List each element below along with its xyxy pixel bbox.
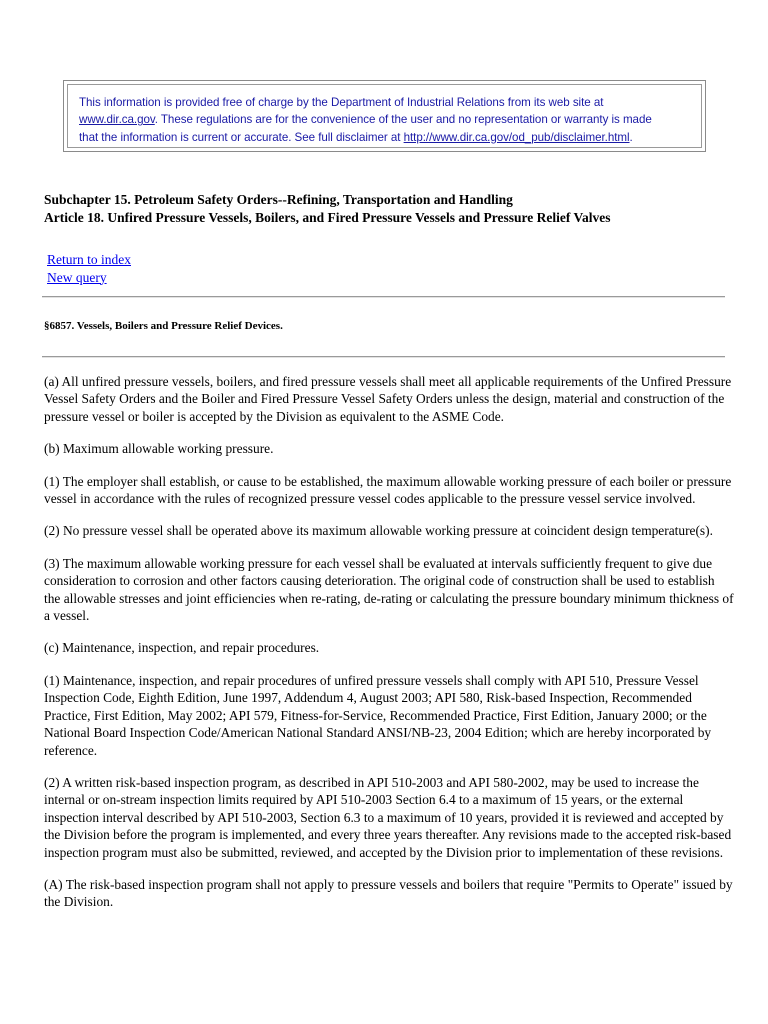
paragraph-c2: (2) A written risk-based inspection program, as described in API 510-2003 and API 580-2002, may be used to increase the internal or on-stream inspection limits required by API 510-2003 Section 6.4 to a maximum of 15 years, or the external inspection interval described by API 510-2003, Section 6.3 to a maximum of 10 years, provided it is reviewed and accepted by the Division before the program is implemented, and every three years thereafter. Any revisions made to the accepted risk-based inspection program must also be submitted, reviewed, and accepted by the Division prior to implementation of these revisions.	[44, 774, 732, 860]
paragraph-b2: (2) No pressure vessel shall be operated above its maximum allowable working pressure at coincident design temperature(s).	[44, 523, 713, 539]
divider-bottom	[42, 356, 725, 358]
disclaimer-line2: . These regulations are for the convenience of the user and no representation or warranty is made	[154, 113, 652, 127]
regulation-body	[44, 373, 734, 926]
paragraph-b3: (3) The maximum allowable working pressure for each vessel shall be evaluated at intervals sufficiently frequent to give due consideration to corrosion and other factors causing deterioration. The original code of construction shall be used to establish the allowable stresses and joint efficiencies when re-rating, de-rating or calculating the pressure boundary minimum thickness of a vessel.	[44, 555, 734, 624]
paragraph-c: (c) Maintenance, inspection, and repair procedures.	[44, 640, 320, 656]
paragraph-c2a: (A) The risk-based inspection program shall not apply to pressure vessels and boilers that require "Permits to Operate" issued by the Division.	[44, 876, 733, 910]
disclaimer-line1: This information is provided free of charge by the Department of Industrial Relations from its web site at	[79, 96, 604, 109]
new-query-link[interactable]: New query	[47, 269, 107, 285]
divider-top	[42, 296, 725, 298]
subchapter-title: Subchapter 15. Petroleum Safety Orders--Refining, Transportation and Handling	[44, 192, 513, 207]
disclaimer-link[interactable]: http://www.dir.ca.gov/od_pub/disclaimer.html	[403, 130, 630, 144]
page-headings	[44, 191, 744, 226]
dir-website-link[interactable]: www.dir.ca.gov	[79, 113, 155, 127]
nav-links	[47, 251, 131, 286]
disclaimer-line3-end: .	[629, 130, 633, 144]
return-to-index-link[interactable]: Return to index	[47, 252, 131, 267]
disclaimer-text	[67, 84, 702, 148]
section-title: §6857. Vessels, Boilers and Pressure Relief Devices.	[44, 320, 283, 332]
disclaimer-line3: that the information is current or accurate. See full disclaimer at	[79, 130, 404, 144]
article-title: Article 18. Unfired Pressure Vessels, Boilers, and Fired Pressure Vessels and Pressure Relief Valves	[44, 209, 611, 225]
paragraph-c1: (1) Maintenance, inspection, and repair procedures of unfired pressure vessels shall comply with API 510, Pressure Vessel Inspection Code, Eighth Edition, June 1997, Addendum 4, August 2003; API 580, Risk-based Inspection, Recommended Practice, First Edition, May 2002; API 579, Fitness-for-Service, Recommended Practice, First Edition, January 2000; or the National Board Inspection Code/American National Standard ANSI/NB-23, 2004 Edition; which are hereby incorporated by reference.	[44, 672, 712, 758]
paragraph-a: (a) All unfired pressure vessels, boilers, and fired pressure vessels shall meet all applicable requirements of the Unfired Pressure Vessel Safety Orders and the Boiler and Fired Pressure Vessel Safety Orders unless the design, material and construction of the pressure vessel or boiler is accepted by the Division as equivalent to the ASME Code.	[44, 374, 732, 424]
paragraph-b1: (1) The employer shall establish, or cause to be established, the maximum allowable working pressure of each boiler or pressure vessel in accordance with the rules of recognized pressure vessel codes applicable to the pressure vessel service involved.	[44, 473, 732, 507]
paragraph-b: (b) Maximum allowable working pressure.	[44, 441, 274, 457]
disclaimer-box	[63, 80, 706, 152]
